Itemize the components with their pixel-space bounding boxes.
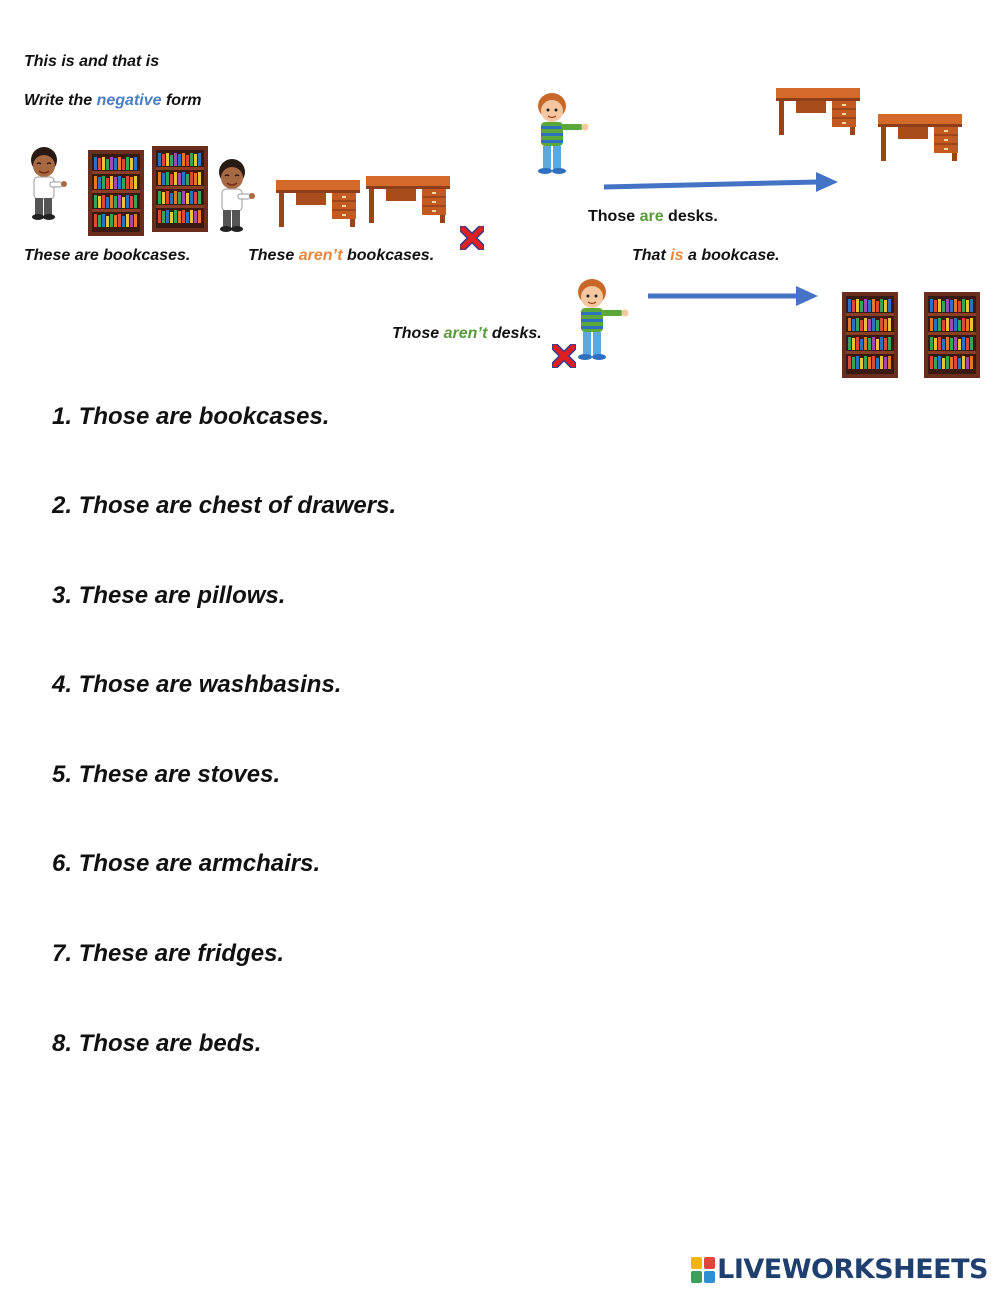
exercise-sentence-7: 7. These are fridges. xyxy=(52,940,285,967)
instruction-highlight: negative xyxy=(96,92,162,109)
example-caption-3 xyxy=(588,208,718,226)
caption-word: desks. xyxy=(487,325,542,342)
bookcase-illustration xyxy=(842,292,900,378)
boy-pointing-near-illustration xyxy=(24,146,74,226)
exercise-sentence-4: 4. Those are washbasins. xyxy=(52,671,342,698)
caption-word: a bookcase. xyxy=(683,247,780,264)
example-caption-2 xyxy=(248,247,434,265)
caption-highlight: is xyxy=(670,247,684,264)
exercise-sentence-5: 5. These are stoves. xyxy=(52,761,281,788)
arrow-right-icon xyxy=(600,170,840,194)
caption-word: bookcases. xyxy=(342,247,435,264)
bookcase-illustration xyxy=(924,292,982,378)
example-caption-1: These are bookcases. xyxy=(24,247,191,264)
logo-text: LIVEWORKSHEETS xyxy=(717,1254,988,1285)
instruction-suffix: form xyxy=(161,92,202,109)
example-caption-5 xyxy=(392,325,542,343)
instruction-prefix: Write the xyxy=(24,92,97,109)
exercise-sentence-8: 8. Those are beds. xyxy=(52,1030,262,1057)
liveworksheets-logo xyxy=(691,1256,988,1283)
desk-illustration xyxy=(776,88,862,138)
caption-word: These xyxy=(248,247,299,264)
exercise-sentence-1: 1. Those are bookcases. xyxy=(52,403,330,430)
arrow-right-icon xyxy=(646,284,822,308)
desk-illustration xyxy=(366,176,452,226)
example-caption-4 xyxy=(632,247,780,265)
desk-illustration xyxy=(878,114,964,164)
exercise-sentence-3: 3. These are pillows. xyxy=(52,582,286,609)
boy-pointing-far-illustration xyxy=(570,276,630,362)
exercise-sentence-6: 6. Those are armchairs. xyxy=(52,850,321,877)
bookcase-illustration xyxy=(152,146,210,232)
bookcase-illustration xyxy=(88,150,146,236)
boy-pointing-near-illustration xyxy=(212,158,262,238)
caption-highlight: aren’t xyxy=(298,247,343,264)
caption-word: Those xyxy=(588,208,640,225)
worksheet-title: This is and that is xyxy=(24,53,160,70)
cross-icon xyxy=(460,226,484,250)
boy-pointing-far-illustration xyxy=(530,90,590,176)
logo-mark-icon xyxy=(691,1257,715,1283)
caption-highlight: are xyxy=(639,208,664,225)
desk-illustration xyxy=(276,180,362,230)
caption-highlight: aren’t xyxy=(443,325,488,342)
caption-word: desks. xyxy=(663,208,718,225)
instruction xyxy=(24,92,202,110)
cross-icon xyxy=(552,344,576,368)
exercise-sentence-2: 2. Those are chest of drawers. xyxy=(52,492,397,519)
caption-word: That xyxy=(632,247,671,264)
caption-word: Those xyxy=(392,325,444,342)
